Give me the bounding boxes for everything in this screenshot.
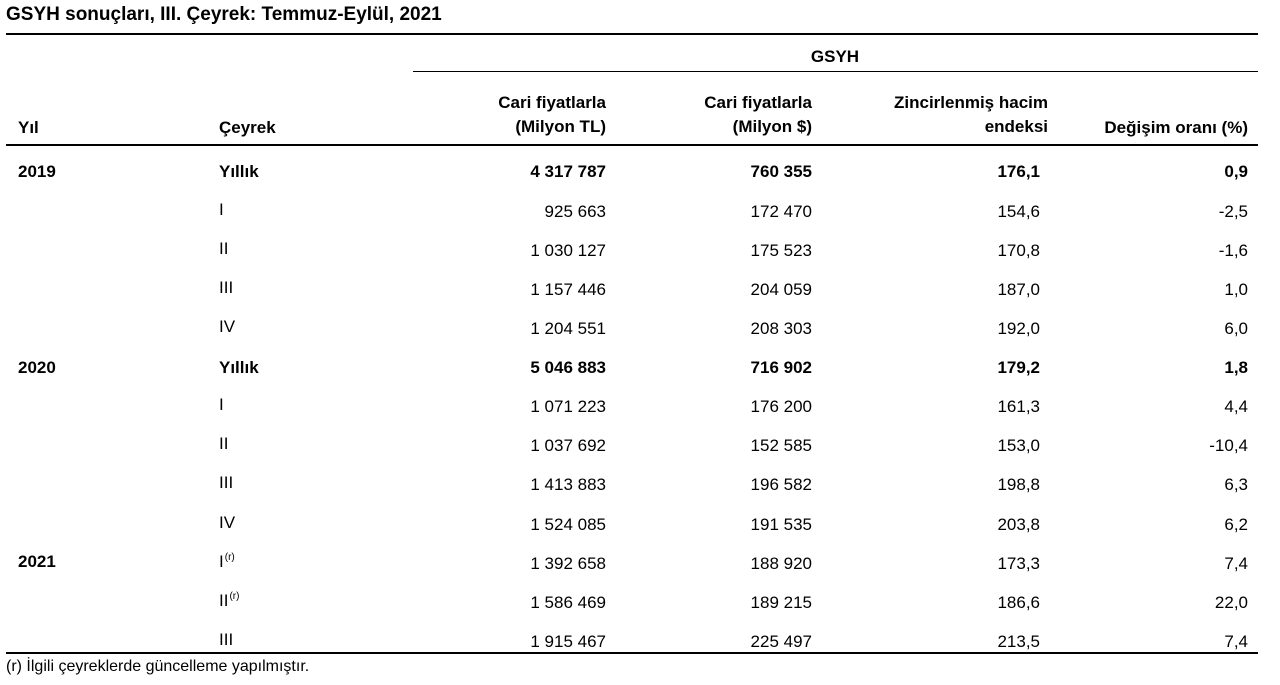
value-change: -10,4	[1209, 436, 1248, 455]
value-tl: 1 392 658	[530, 554, 606, 573]
value-usd: 188 920	[750, 554, 812, 573]
quarter-label: Yıllık	[219, 162, 259, 181]
header-tl-line2: (Milyon TL)	[515, 117, 606, 136]
header-rule	[6, 144, 1258, 146]
value-change: 6,3	[1224, 475, 1248, 494]
value-index: 198,8	[997, 475, 1040, 494]
year-label: 2021	[18, 552, 56, 571]
value-usd: 189 215	[750, 593, 812, 612]
year-label: 2020	[18, 358, 56, 377]
bottom-rule	[6, 652, 1258, 654]
value-usd: 760 355	[750, 162, 812, 181]
quarter-label: II	[219, 239, 229, 258]
value-tl: 1 071 223	[530, 397, 606, 416]
quarter-label: III	[219, 473, 234, 492]
header-index-line1: Zincirlenmiş hacim	[894, 93, 1048, 112]
value-index: 176,1	[997, 162, 1040, 181]
value-index: 173,3	[997, 554, 1040, 573]
value-index: 192,0	[997, 319, 1040, 338]
table-title: GSYH sonuçları, III. Çeyrek: Temmuz-Eylül, 2021	[6, 4, 442, 25]
footnote: (r) İlgili çeyreklerde güncelleme yapılmıştır.	[6, 658, 310, 675]
header-usd-line1: Cari fiyatlarla	[704, 93, 812, 112]
value-tl: 1 157 446	[530, 280, 606, 299]
top-rule	[6, 33, 1258, 35]
quarter-label: IV	[219, 513, 236, 532]
value-usd: 172 470	[750, 202, 812, 221]
value-change: 7,4	[1224, 632, 1248, 651]
revision-marker: (r)	[224, 552, 235, 564]
value-usd: 716 902	[750, 358, 812, 377]
value-index: 154,6	[997, 202, 1040, 221]
value-usd: 191 535	[750, 515, 812, 534]
value-usd: 196 582	[750, 475, 812, 494]
value-tl: 925 663	[544, 202, 606, 221]
value-tl: 1 030 127	[530, 241, 606, 260]
header-index-line2: endeksi	[984, 117, 1048, 136]
quarter-label	[219, 551, 235, 573]
value-index: 213,5	[997, 632, 1040, 651]
quarter-label: II	[219, 434, 229, 453]
value-usd: 208 303	[750, 319, 812, 338]
value-change: -1,6	[1218, 241, 1248, 260]
value-index: 187,0	[997, 280, 1040, 299]
value-tl: 1 915 467	[530, 632, 606, 651]
header-quarter: Çeyrek	[219, 118, 276, 137]
revision-marker: (r)	[229, 591, 240, 603]
header-change: Değişim oranı (%)	[1104, 118, 1248, 137]
value-tl: 1 586 469	[530, 593, 606, 612]
value-usd: 152 585	[750, 436, 812, 455]
value-index: 161,3	[997, 397, 1040, 416]
quarter-label: Yıllık	[219, 358, 259, 377]
value-change: 0,9	[1224, 162, 1248, 181]
value-change: 1,0	[1224, 280, 1248, 299]
value-usd: 225 497	[750, 632, 812, 651]
value-index: 186,6	[997, 593, 1040, 612]
value-tl: 1 204 551	[530, 319, 606, 338]
quarter-label: IV	[219, 317, 236, 336]
value-usd: 204 059	[750, 280, 812, 299]
value-change: 6,2	[1224, 515, 1248, 534]
value-usd: 176 200	[750, 397, 812, 416]
value-usd: 175 523	[750, 241, 812, 260]
quarter-label: I	[219, 395, 224, 414]
value-change: 22,0	[1214, 593, 1248, 612]
header-year: Yıl	[18, 118, 39, 137]
value-tl: 5 046 883	[530, 358, 606, 377]
value-index: 170,8	[997, 241, 1040, 260]
quarter-text: I	[219, 552, 224, 571]
value-change: 4,4	[1224, 397, 1248, 416]
quarter-label: I	[219, 200, 224, 219]
header-usd-line2: (Milyon $)	[732, 117, 812, 136]
value-change: 1,8	[1224, 358, 1248, 377]
value-change: -2,5	[1218, 202, 1248, 221]
quarter-label	[219, 590, 239, 612]
value-tl: 1 524 085	[530, 515, 606, 534]
quarter-text: II	[219, 591, 229, 610]
value-index: 203,8	[997, 515, 1040, 534]
quarter-label: III	[219, 278, 234, 297]
value-index: 153,0	[997, 436, 1040, 455]
value-tl: 4 317 787	[530, 162, 606, 181]
value-change: 6,0	[1224, 319, 1248, 338]
value-change: 7,4	[1224, 554, 1248, 573]
value-tl: 1 037 692	[530, 436, 606, 455]
value-tl: 1 413 883	[530, 475, 606, 494]
quarter-label: III	[219, 630, 234, 649]
value-index: 179,2	[997, 358, 1040, 377]
header-tl-line1: Cari fiyatlarla	[498, 93, 606, 112]
year-label: 2019	[18, 162, 56, 181]
gsyh-group-header: GSYH	[810, 47, 860, 66]
group-rule	[413, 71, 1258, 72]
